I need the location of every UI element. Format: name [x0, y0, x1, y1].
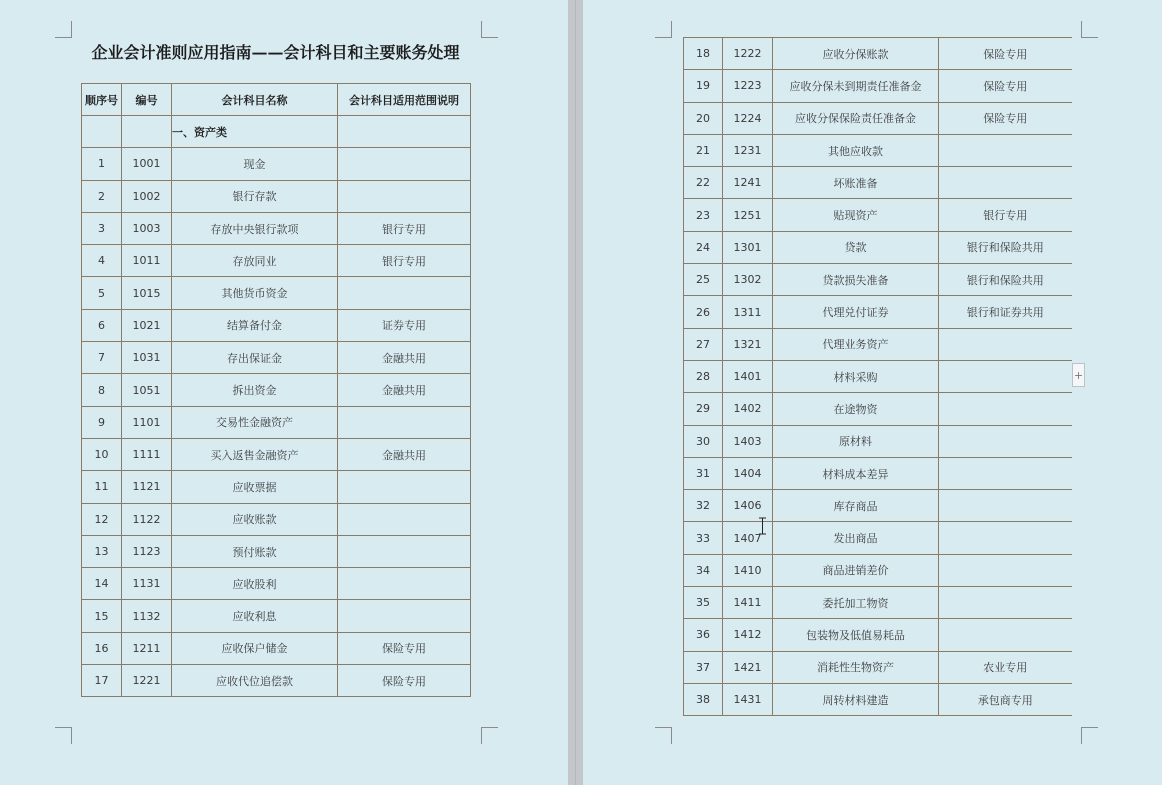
- accounts-table-left: [81, 83, 471, 697]
- cell-code[interactable]: 1121: [122, 471, 172, 503]
- cell-seq[interactable]: 22: [684, 167, 723, 199]
- cell-name[interactable]: 其他货币资金: [172, 277, 338, 309]
- table-row: [82, 277, 471, 309]
- cell-seq[interactable]: 18: [684, 38, 723, 70]
- cell-name[interactable]: 材料采购: [773, 360, 939, 392]
- table-row: [82, 632, 471, 664]
- cell-scope[interactable]: 银行专用: [939, 199, 1072, 231]
- table-row: [82, 503, 471, 535]
- cell-name[interactable]: 材料成本差异: [773, 457, 939, 489]
- cell-scope[interactable]: [939, 554, 1072, 586]
- cell-seq[interactable]: 35: [684, 587, 723, 619]
- cell-name[interactable]: 拆出资金: [172, 374, 338, 406]
- cell-scope[interactable]: [939, 619, 1072, 651]
- cell-name[interactable]: 应收代位追偿款: [172, 665, 338, 697]
- cell-name[interactable]: 贷款损失准备: [773, 264, 939, 296]
- cell-seq[interactable]: 19: [684, 70, 723, 102]
- crop-mark-top-left: [655, 21, 672, 38]
- cell-seq[interactable]: 2: [82, 180, 122, 212]
- cell-scope[interactable]: [939, 490, 1072, 522]
- cell-seq[interactable]: 21: [684, 134, 723, 166]
- cell-scope[interactable]: [939, 328, 1072, 360]
- cell-name[interactable]: 现金: [172, 148, 338, 180]
- table-row: [82, 535, 471, 567]
- cell-seq[interactable]: 36: [684, 619, 723, 651]
- cell-name[interactable]: 贷款: [773, 231, 939, 263]
- table-row: [82, 212, 471, 244]
- cell-code[interactable]: 1031: [122, 342, 172, 374]
- cell-code[interactable]: 1003: [122, 212, 172, 244]
- table-row: [82, 471, 471, 503]
- cell-name[interactable]: 存放同业: [172, 245, 338, 277]
- cell-name[interactable]: 银行存款: [172, 180, 338, 212]
- table-row: [82, 342, 471, 374]
- cell-seq[interactable]: 26: [684, 296, 723, 328]
- cell-code[interactable]: 1001: [122, 148, 172, 180]
- cell-code[interactable]: 1123: [122, 535, 172, 567]
- cell-code[interactable]: 1132: [122, 600, 172, 632]
- cell-name[interactable]: 结算备付金: [172, 309, 338, 341]
- cell-scope[interactable]: [338, 148, 471, 180]
- cell-name[interactable]: 代理业务资产: [773, 328, 939, 360]
- table-row: [684, 393, 1072, 425]
- cell-scope[interactable]: 金融共用: [338, 342, 471, 374]
- table-row: [82, 665, 471, 697]
- cell-code[interactable]: 1002: [122, 180, 172, 212]
- cell-code[interactable]: 1321: [723, 328, 773, 360]
- table-row: [82, 180, 471, 212]
- cell-scope[interactable]: 银行和保险共用: [939, 231, 1072, 263]
- cell-name[interactable]: 坏账准备: [773, 167, 939, 199]
- table-row: [82, 309, 471, 341]
- document-title: 企业会计准则应用指南——会计科目和主要账务处理: [91, 43, 460, 62]
- cell-name[interactable]: 代理兑付证券: [773, 296, 939, 328]
- crop-mark-bottom-right: [481, 727, 498, 744]
- cell-name[interactable]: 交易性金融资产: [172, 406, 338, 438]
- cell-code[interactable]: 1224: [723, 102, 773, 134]
- cell-code[interactable]: 1302: [723, 264, 773, 296]
- cell-seq[interactable]: 31: [684, 457, 723, 489]
- cell-code[interactable]: 1231: [723, 134, 773, 166]
- add-row-button[interactable]: [1072, 363, 1085, 387]
- cell-seq[interactable]: 6: [82, 309, 122, 341]
- cell-code[interactable]: 1111: [122, 438, 172, 470]
- cell-seq[interactable]: 28: [684, 360, 723, 392]
- cell-scope[interactable]: 银行和证券共用: [939, 296, 1072, 328]
- cell-code[interactable]: 1122: [122, 503, 172, 535]
- table-row: [82, 245, 471, 277]
- cell-code[interactable]: 1404: [723, 457, 773, 489]
- cell-seq[interactable]: 30: [684, 425, 723, 457]
- cell-seq[interactable]: 17: [82, 665, 122, 697]
- table-row: [684, 70, 1072, 102]
- cell-scope[interactable]: [338, 406, 471, 438]
- cell-seq[interactable]: 9: [82, 406, 122, 438]
- cell-code[interactable]: 1251: [723, 199, 773, 231]
- cell-seq[interactable]: 14: [82, 568, 122, 600]
- cell-code[interactable]: 1131: [122, 568, 172, 600]
- cell-name[interactable]: 周转材料建造: [773, 683, 939, 715]
- cell-seq[interactable]: 23: [684, 199, 723, 231]
- crop-mark-top-right: [1081, 21, 1098, 38]
- cell-scope[interactable]: 银行和保险共用: [939, 264, 1072, 296]
- cell-scope[interactable]: [338, 535, 471, 567]
- cell-code[interactable]: 1406: [723, 490, 773, 522]
- cell-seq[interactable]: 7: [82, 342, 122, 374]
- cell-seq[interactable]: 27: [684, 328, 723, 360]
- cell-seq[interactable]: 24: [684, 231, 723, 263]
- cell-scope[interactable]: [939, 425, 1072, 457]
- cell-scope[interactable]: [939, 522, 1072, 554]
- cell-seq[interactable]: 4: [82, 245, 122, 277]
- cell-name[interactable]: 委托加工物资: [773, 587, 939, 619]
- cell-name[interactable]: 应收分保账款: [773, 38, 939, 70]
- cell-code[interactable]: 1223: [723, 70, 773, 102]
- cell-scope[interactable]: [939, 134, 1072, 166]
- cell-seq[interactable]: 25: [684, 264, 723, 296]
- cell-name[interactable]: 消耗性生物资产: [773, 651, 939, 683]
- cell-scope[interactable]: [939, 393, 1072, 425]
- table-row: [684, 296, 1072, 328]
- cell-name[interactable]: 应收账款: [172, 503, 338, 535]
- cell-scope[interactable]: [338, 568, 471, 600]
- cell-scope[interactable]: 保险专用: [939, 70, 1072, 102]
- cell-seq[interactable]: 32: [684, 490, 723, 522]
- cell-code[interactable]: 1301: [723, 231, 773, 263]
- cell-name[interactable]: 其他应收款: [773, 134, 939, 166]
- cell-seq[interactable]: 11: [82, 471, 122, 503]
- table-row: [82, 600, 471, 632]
- cell-scope[interactable]: [338, 503, 471, 535]
- cell-code[interactable]: 1410: [723, 554, 773, 586]
- table-row: [684, 264, 1072, 296]
- table-row: [684, 683, 1072, 715]
- cell-name[interactable]: 应收分保保险责任准备金: [773, 102, 939, 134]
- table-row: [684, 38, 1072, 70]
- cell-code[interactable]: 1402: [723, 393, 773, 425]
- cell-name[interactable]: 应收股利: [172, 568, 338, 600]
- cell-code[interactable]: 1412: [723, 619, 773, 651]
- cell-code[interactable]: 1051: [122, 374, 172, 406]
- header-seq[interactable]: 顺序号: [82, 84, 122, 116]
- cell-name[interactable]: 贴现资产: [773, 199, 939, 231]
- cell-scope[interactable]: [939, 167, 1072, 199]
- table-row: [684, 457, 1072, 489]
- cell-seq[interactable]: 38: [684, 683, 723, 715]
- cell-scope[interactable]: 金融共用: [338, 374, 471, 406]
- cell-code[interactable]: 1015: [122, 277, 172, 309]
- cell-seq[interactable]: 10: [82, 438, 122, 470]
- table-row: [684, 587, 1072, 619]
- section-scope-cell[interactable]: [338, 116, 471, 148]
- table-row: [684, 522, 1072, 554]
- cell-code[interactable]: 1021: [122, 309, 172, 341]
- table-row: [82, 374, 471, 406]
- cell-code[interactable]: 1407: [723, 522, 773, 554]
- cell-seq[interactable]: 15: [82, 600, 122, 632]
- cell-seq[interactable]: 8: [82, 374, 122, 406]
- cell-code[interactable]: 1241: [723, 167, 773, 199]
- cell-scope[interactable]: 保险专用: [939, 102, 1072, 134]
- cell-code[interactable]: 1311: [723, 296, 773, 328]
- cell-code[interactable]: 1421: [723, 651, 773, 683]
- table-row: [684, 134, 1072, 166]
- cell-scope[interactable]: 银行专用: [338, 245, 471, 277]
- crop-mark-top-right: [481, 21, 498, 38]
- crop-mark-bottom-right: [1081, 727, 1098, 744]
- header-scope[interactable]: 会计科目适用范围说明: [338, 84, 471, 116]
- cell-name[interactable]: 应收保户储金: [172, 632, 338, 664]
- table-row: [684, 360, 1072, 392]
- cell-name[interactable]: 存放中央银行款项: [172, 212, 338, 244]
- cell-scope[interactable]: [338, 180, 471, 212]
- cell-scope[interactable]: 银行专用: [338, 212, 471, 244]
- cell-scope[interactable]: 证券专用: [338, 309, 471, 341]
- table-row: [684, 231, 1072, 263]
- cell-scope[interactable]: [338, 471, 471, 503]
- cell-scope[interactable]: 保险专用: [338, 632, 471, 664]
- cell-scope[interactable]: 承包商专用: [939, 683, 1072, 715]
- cell-scope[interactable]: 保险专用: [939, 38, 1072, 70]
- i-beam-cursor-icon: [758, 517, 767, 535]
- cell-scope[interactable]: [939, 587, 1072, 619]
- table-header-row: [82, 84, 471, 116]
- cell-code[interactable]: 1222: [723, 38, 773, 70]
- cell-code[interactable]: 1221: [122, 665, 172, 697]
- section-seq-cell[interactable]: [82, 116, 122, 148]
- table-row: [684, 619, 1072, 651]
- table-row: [684, 167, 1072, 199]
- table-row: [684, 490, 1072, 522]
- accounts-table-right: [683, 37, 1072, 716]
- cell-scope[interactable]: 保险专用: [338, 665, 471, 697]
- table-row: [684, 328, 1072, 360]
- cell-seq[interactable]: 13: [82, 535, 122, 567]
- cell-seq[interactable]: 16: [82, 632, 122, 664]
- table-row: [684, 425, 1072, 457]
- table-row: [82, 438, 471, 470]
- cell-code[interactable]: 1211: [122, 632, 172, 664]
- cell-code[interactable]: 1401: [723, 360, 773, 392]
- cell-seq[interactable]: 1: [82, 148, 122, 180]
- cell-name[interactable]: 应收分保未到期责任准备金: [773, 70, 939, 102]
- crop-mark-bottom-left: [55, 727, 72, 744]
- table-row: [82, 148, 471, 180]
- table-row: [684, 199, 1072, 231]
- crop-mark-bottom-left: [655, 727, 672, 744]
- cell-scope[interactable]: [939, 457, 1072, 489]
- cell-seq[interactable]: 20: [684, 102, 723, 134]
- section-code-cell[interactable]: [122, 116, 172, 148]
- section-row: [82, 116, 471, 148]
- table-row: [82, 406, 471, 438]
- cell-seq[interactable]: 29: [684, 393, 723, 425]
- cell-seq[interactable]: 12: [82, 503, 122, 535]
- cell-scope[interactable]: [939, 360, 1072, 392]
- cell-seq[interactable]: 3: [82, 212, 122, 244]
- cell-scope[interactable]: 农业专用: [939, 651, 1072, 683]
- table-row: [684, 102, 1072, 134]
- cell-name[interactable]: 买入返售金融资产: [172, 438, 338, 470]
- page-gap-separator: [568, 0, 583, 785]
- table-row: [684, 651, 1072, 683]
- header-name[interactable]: 会计科目名称: [172, 84, 338, 116]
- cell-seq[interactable]: 5: [82, 277, 122, 309]
- cell-seq[interactable]: 34: [684, 554, 723, 586]
- cell-name[interactable]: 原材料: [773, 425, 939, 457]
- cell-seq[interactable]: 37: [684, 651, 723, 683]
- cell-name[interactable]: 应收利息: [172, 600, 338, 632]
- header-code[interactable]: 编号: [122, 84, 172, 116]
- cell-seq[interactable]: 33: [684, 522, 723, 554]
- cell-name[interactable]: 存出保证金: [172, 342, 338, 374]
- cell-name[interactable]: 发出商品: [773, 522, 939, 554]
- table-row: [82, 568, 471, 600]
- cell-code[interactable]: 1411: [723, 587, 773, 619]
- cell-name[interactable]: 库存商品: [773, 490, 939, 522]
- cell-code[interactable]: 1011: [122, 245, 172, 277]
- cell-code[interactable]: 1403: [723, 425, 773, 457]
- plus-icon: +: [1073, 369, 1084, 382]
- cell-code[interactable]: 1101: [122, 406, 172, 438]
- cell-name[interactable]: 在途物资: [773, 393, 939, 425]
- crop-mark-top-left: [55, 21, 72, 38]
- section-title-cell[interactable]: 一、资产类: [172, 116, 338, 148]
- cell-name[interactable]: 应收票据: [172, 471, 338, 503]
- table-row: [684, 554, 1072, 586]
- cell-code[interactable]: 1431: [723, 683, 773, 715]
- cell-name[interactable]: 包装物及低值易耗品: [773, 619, 939, 651]
- cell-name[interactable]: 预付账款: [172, 535, 338, 567]
- cell-scope[interactable]: [338, 600, 471, 632]
- cell-scope[interactable]: 金融共用: [338, 438, 471, 470]
- cell-name[interactable]: 商品进销差价: [773, 554, 939, 586]
- cell-scope[interactable]: [338, 277, 471, 309]
